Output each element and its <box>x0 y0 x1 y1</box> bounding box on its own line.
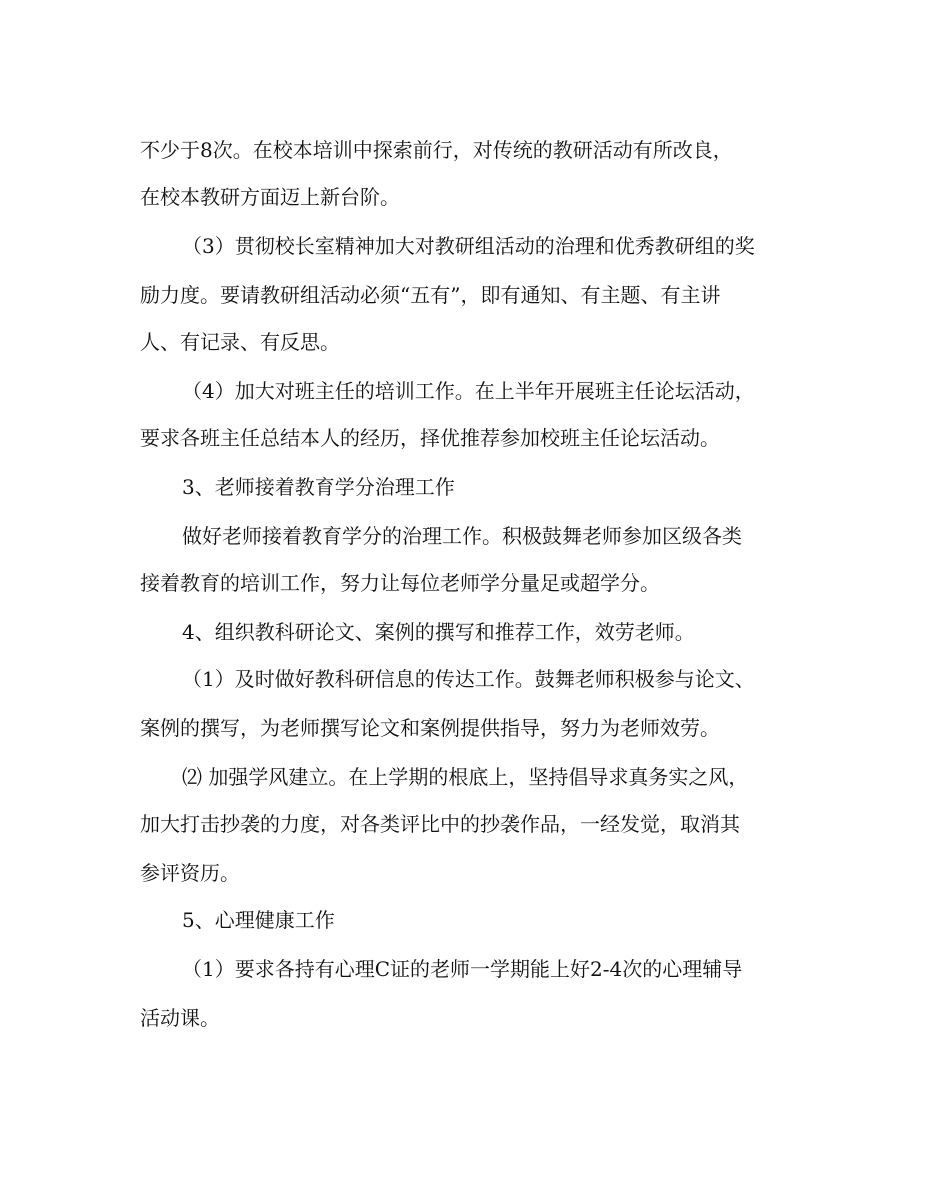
text-line-12: （1）及时做好教科研信息的传达工作。鼓舞老师积极参与论文、 <box>182 667 755 691</box>
text-line-9: 做好老师接着教育学分的治理工作。积极鼓舞老师参加区级各类 <box>182 524 742 548</box>
text-line-11: 4、组织教科研论文、案例的撰写和推荐工作，效劳老师。 <box>182 620 695 644</box>
text-line-8: 3、老师接着教育学分治理工作 <box>182 475 455 499</box>
text-line-19: 活动课。 <box>140 1006 220 1030</box>
text-line-2: 在校本教研方面迈上新台阶。 <box>140 185 400 209</box>
text-line-10: 接着教育的培训工作，努力让每位老师学分量足或超学分。 <box>140 571 660 595</box>
text-line-14: ⑵ 加强学风建立。在上学期的根底上，坚持倡导求真务实之风， <box>182 765 749 789</box>
text-line-4: 励力度。要请教研组活动必须“五有”，即有通知、有主题、有主讲 <box>140 283 721 307</box>
text-line-15: 加大打击抄袭的力度，对各类评比中的抄袭作品，一经发觉，取消其 <box>140 812 740 836</box>
text-line-13: 案例的撰写，为老师撰写论文和案例提供指导，努力为老师效劳。 <box>140 716 720 740</box>
text-line-3: （3）贯彻校长室精神加大对教研组活动的治理和优秀教研组的奖 <box>182 234 755 258</box>
text-line-1: 不少于8次。在校本培训中探索前行，对传统的教研活动有所改良， <box>140 138 733 162</box>
text-line-6: （4）加大对班主任的培训工作。在上半年开展班主任论坛活动， <box>182 379 755 403</box>
text-line-17: 5、心理健康工作 <box>182 908 335 932</box>
text-line-16: 参评资历。 <box>140 861 240 885</box>
text-line-7: 要求各班主任总结本人的经历，择优推荐参加校班主任论坛活动。 <box>140 426 720 450</box>
text-line-5: 人、有记录、有反思。 <box>140 330 340 354</box>
text-line-18: （1）要求各持有心理C证的老师一学期能上好2-4次的心理辅导 <box>182 957 743 981</box>
